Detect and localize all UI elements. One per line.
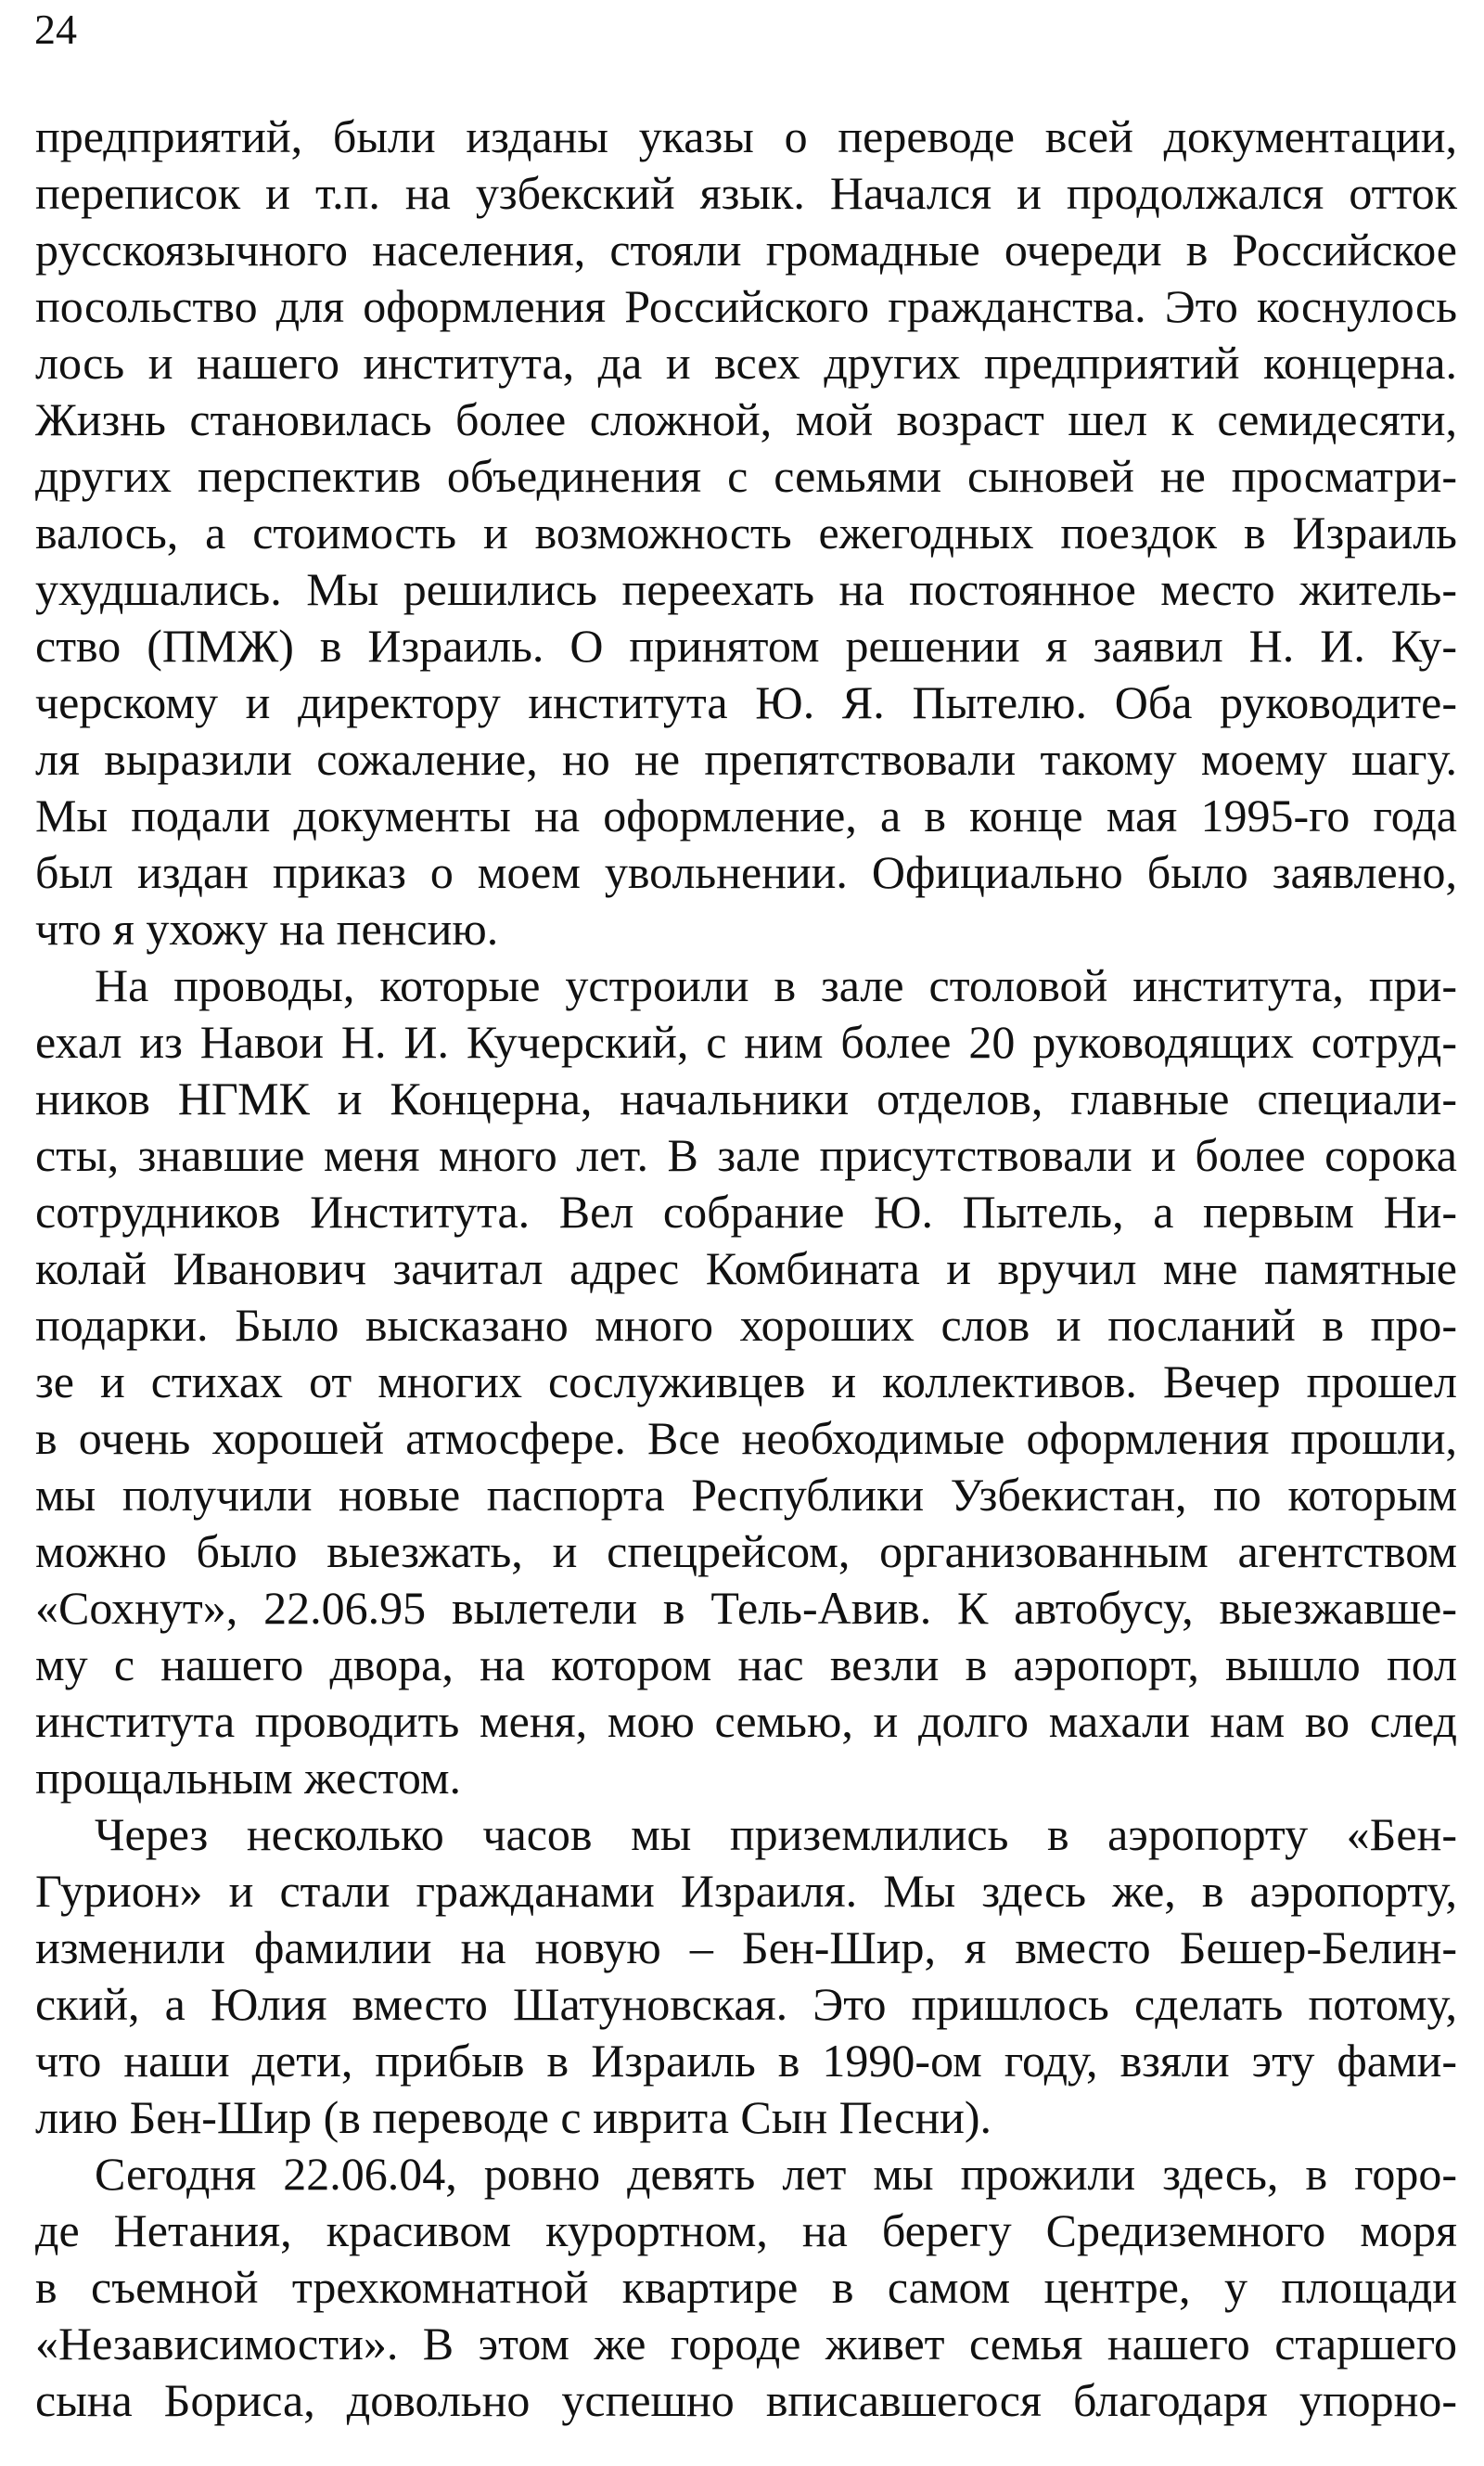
- text-line: изменили фамилии на новую – Бен-Шир, я вместо Бешер-Белин-: [35, 1921, 1457, 1973]
- text-line: ля выразили сожаление, но не препятствовали такому моему шагу.: [35, 733, 1457, 785]
- text-line: мы получили новые паспорта Республики Узбекистан, по которым: [35, 1469, 1457, 1521]
- text-line: был издан приказ о моем увольнении. Официально было заявлено,: [35, 846, 1457, 898]
- text-line: других перспектив объединения с семьями сыновей не просматри-: [35, 450, 1457, 502]
- text-line: «Независимости». В этом же городе живет семья нашего старшего: [35, 2318, 1457, 2370]
- text-line: Мы подали документы на оформление, а в конце мая 1995-го года: [35, 790, 1457, 841]
- text-line: в съемной трехкомнатной квартире в самом центре, у площади: [35, 2261, 1457, 2313]
- text-line: что наши дети, прибыв в Израиль в 1990-ом году, взяли эту фами-: [35, 2035, 1457, 2087]
- text-line: сына Бориса, довольно успешно вписавшегося благодаря упорно-: [35, 2374, 1457, 2426]
- text-line: де Нетания, красивом курортном, на берегу Средиземного моря: [35, 2204, 1457, 2256]
- text-line: лось и нашего института, да и всех других предприятий концерна.: [35, 337, 1457, 389]
- text-line: предприятий, были изданы указы о переводе всей документации,: [35, 110, 1457, 162]
- text-line: подарки. Было высказано много хороших слов и посланий в про-: [35, 1299, 1457, 1351]
- text-line: Сегодня 22.06.04, ровно девять лет мы прожили здесь, в горо-: [95, 2148, 1457, 2200]
- text-line: в очень хорошей атмосфере. Все необходимые оформления прошли,: [35, 1412, 1457, 1464]
- text-line: му с нашего двора, на котором нас везли в аэропорт, вышло пол: [35, 1638, 1457, 1690]
- text-line: сты, знавшие меня много лет. В зале присутствовали и более сорока: [35, 1129, 1457, 1181]
- page-number: 24: [34, 6, 77, 53]
- text-line: ский, а Юлия вместо Шатуновская. Это пришлось сделать потому,: [35, 1978, 1457, 2030]
- text-line: черскому и директору института Ю. Я. Пытелю. Оба руководите-: [35, 676, 1457, 728]
- text-line: прощальным жестом.: [35, 1752, 462, 1804]
- text-line: переписок и т.п. на узбекский язык. Начался и продолжался отток: [35, 167, 1457, 219]
- text-line: посольство для оформления Российского гражданства. Это коснулось: [35, 280, 1457, 332]
- body-text: [35, 109, 1457, 2429]
- text-line: Через несколько часов мы приземлились в аэропорту «Бен-: [95, 1808, 1457, 1860]
- text-line: можно было выезжать, и спецрейсом, организованным агентством: [35, 1525, 1457, 1577]
- text-line: что я ухожу на пенсию.: [35, 903, 499, 955]
- text-line: колай Иванович зачитал адрес Комбината и вручил мне памятные: [35, 1242, 1457, 1294]
- text-line: ехал из Навои Н. И. Кучерский, с ним более 20 руководящих сотруд-: [35, 1016, 1457, 1068]
- text-line: Гурион» и стали гражданами Израиля. Мы здесь же, в аэропорту,: [35, 1865, 1457, 1917]
- text-line: лию Бен-Шир (в переводе с иврита Сын Песни).: [35, 2091, 992, 2143]
- text-line: сотрудников Института. Вел собрание Ю. Пытель, а первым Ни-: [35, 1186, 1457, 1238]
- text-line: ство (ПМЖ) в Израиль. О принятом решении я заявил Н. И. Ку-: [35, 620, 1457, 672]
- text-line: Жизнь становилась более сложной, мой возраст шел к семидесяти,: [35, 393, 1457, 445]
- text-line: зе и стихах от многих сослуживцев и коллективов. Вечер прошел: [35, 1355, 1457, 1407]
- text-line: На проводы, которые устроили в зале столовой института, при-: [95, 959, 1457, 1011]
- text-line: ников НГМК и Концерна, начальники отделов, главные специали-: [35, 1072, 1457, 1124]
- text-line: валось, а стоимость и возможность ежегодных поездок в Израиль: [35, 507, 1457, 559]
- text-line: института проводить меня, мою семью, и долго махали нам во след: [35, 1695, 1457, 1747]
- text-line: ухудшались. Мы решились переехать на постоянное место житель-: [35, 563, 1457, 615]
- text-line: «Сохнут», 22.06.95 вылетели в Тель-Авив. К автобусу, выезжавше-: [35, 1582, 1457, 1634]
- text-line: русскоязычного населения, стояли громадные очереди в Российское: [35, 224, 1457, 276]
